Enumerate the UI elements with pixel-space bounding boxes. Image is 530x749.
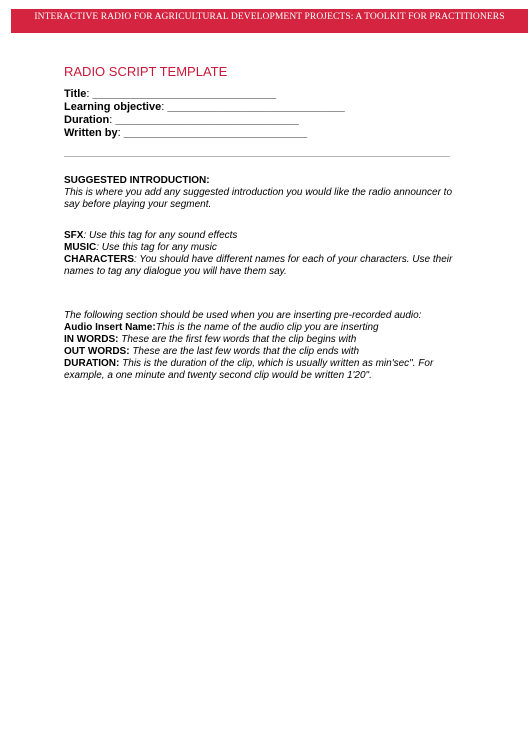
characters-line <box>64 254 460 278</box>
duration-label: DURATION: <box>64 358 120 369</box>
form-fields <box>64 88 345 140</box>
out-words-label: OUT WORDS: <box>64 346 130 357</box>
audio-insert-label: Audio Insert Name: <box>64 322 156 333</box>
field-blank: ______________________________ <box>115 114 299 126</box>
audio-section <box>64 310 460 382</box>
sfx-line <box>64 230 460 242</box>
title-field[interactable] <box>64 88 345 101</box>
field-label: Learning objective <box>64 101 162 113</box>
characters-label: CHARACTERS <box>64 254 134 265</box>
music-label: MUSIC <box>64 242 97 253</box>
in-words-label: IN WORDS: <box>64 334 119 345</box>
field-colon: : <box>86 88 90 100</box>
field-label: Duration <box>64 114 110 126</box>
music-text: : Use this tag for any music <box>96 242 217 253</box>
out-words-line <box>64 346 460 358</box>
duration-text: This is the duration of the clip, which is usually written as min'sec". For example, a one minute and twenty second clip would be written 1'20". <box>64 358 434 381</box>
intro-text: This is where you add any suggested introduction you would like the radio announcer to say before playing your segment. <box>64 187 453 210</box>
field-blank: ______________________________ <box>92 88 277 100</box>
in-words-line <box>64 334 460 346</box>
field-label: Written by <box>64 127 118 139</box>
duration-line <box>64 358 460 382</box>
out-words-text: These are the last few words that the clip ends with <box>129 346 360 357</box>
page-title: RADIO SCRIPT TEMPLATE <box>64 64 228 79</box>
characters-text: : You should have different names for each of your characters. Use their names to tag any dialogue you will have them say. <box>64 254 453 277</box>
sfx-label: SFX <box>64 230 84 241</box>
in-words-text: These are the first few words that the clip begins with <box>118 334 357 345</box>
field-blank: _____________________________ <box>167 101 345 113</box>
intro-heading: SUGGESTED INTRODUCTION: <box>64 175 210 186</box>
written-by-field[interactable] <box>64 127 345 140</box>
tags-section <box>64 230 460 278</box>
intro-section <box>64 175 460 211</box>
audio-insert-text: This is the name of the audio clip you are inserting <box>155 322 379 333</box>
field-colon: : <box>109 114 113 126</box>
duration-field[interactable] <box>64 114 345 127</box>
audio-lead: The following section should be used when you are inserting pre-recorded audio: <box>64 310 422 321</box>
section-divider <box>64 156 450 157</box>
header-banner: INTERACTIVE RADIO FOR AGRICULTURAL DEVELOPMENT PROJECTS: A TOOLKIT FOR PRACTITIONERS <box>11 9 528 33</box>
audio-insert-line <box>64 322 460 334</box>
music-line <box>64 242 460 254</box>
sfx-text: : Use this tag for any sound effects <box>83 230 238 241</box>
field-colon: : <box>161 101 165 113</box>
field-label: Title <box>64 88 87 100</box>
field-blank: ______________________________ <box>123 127 308 139</box>
learning-objective-field[interactable] <box>64 101 345 114</box>
field-colon: : <box>117 127 121 139</box>
